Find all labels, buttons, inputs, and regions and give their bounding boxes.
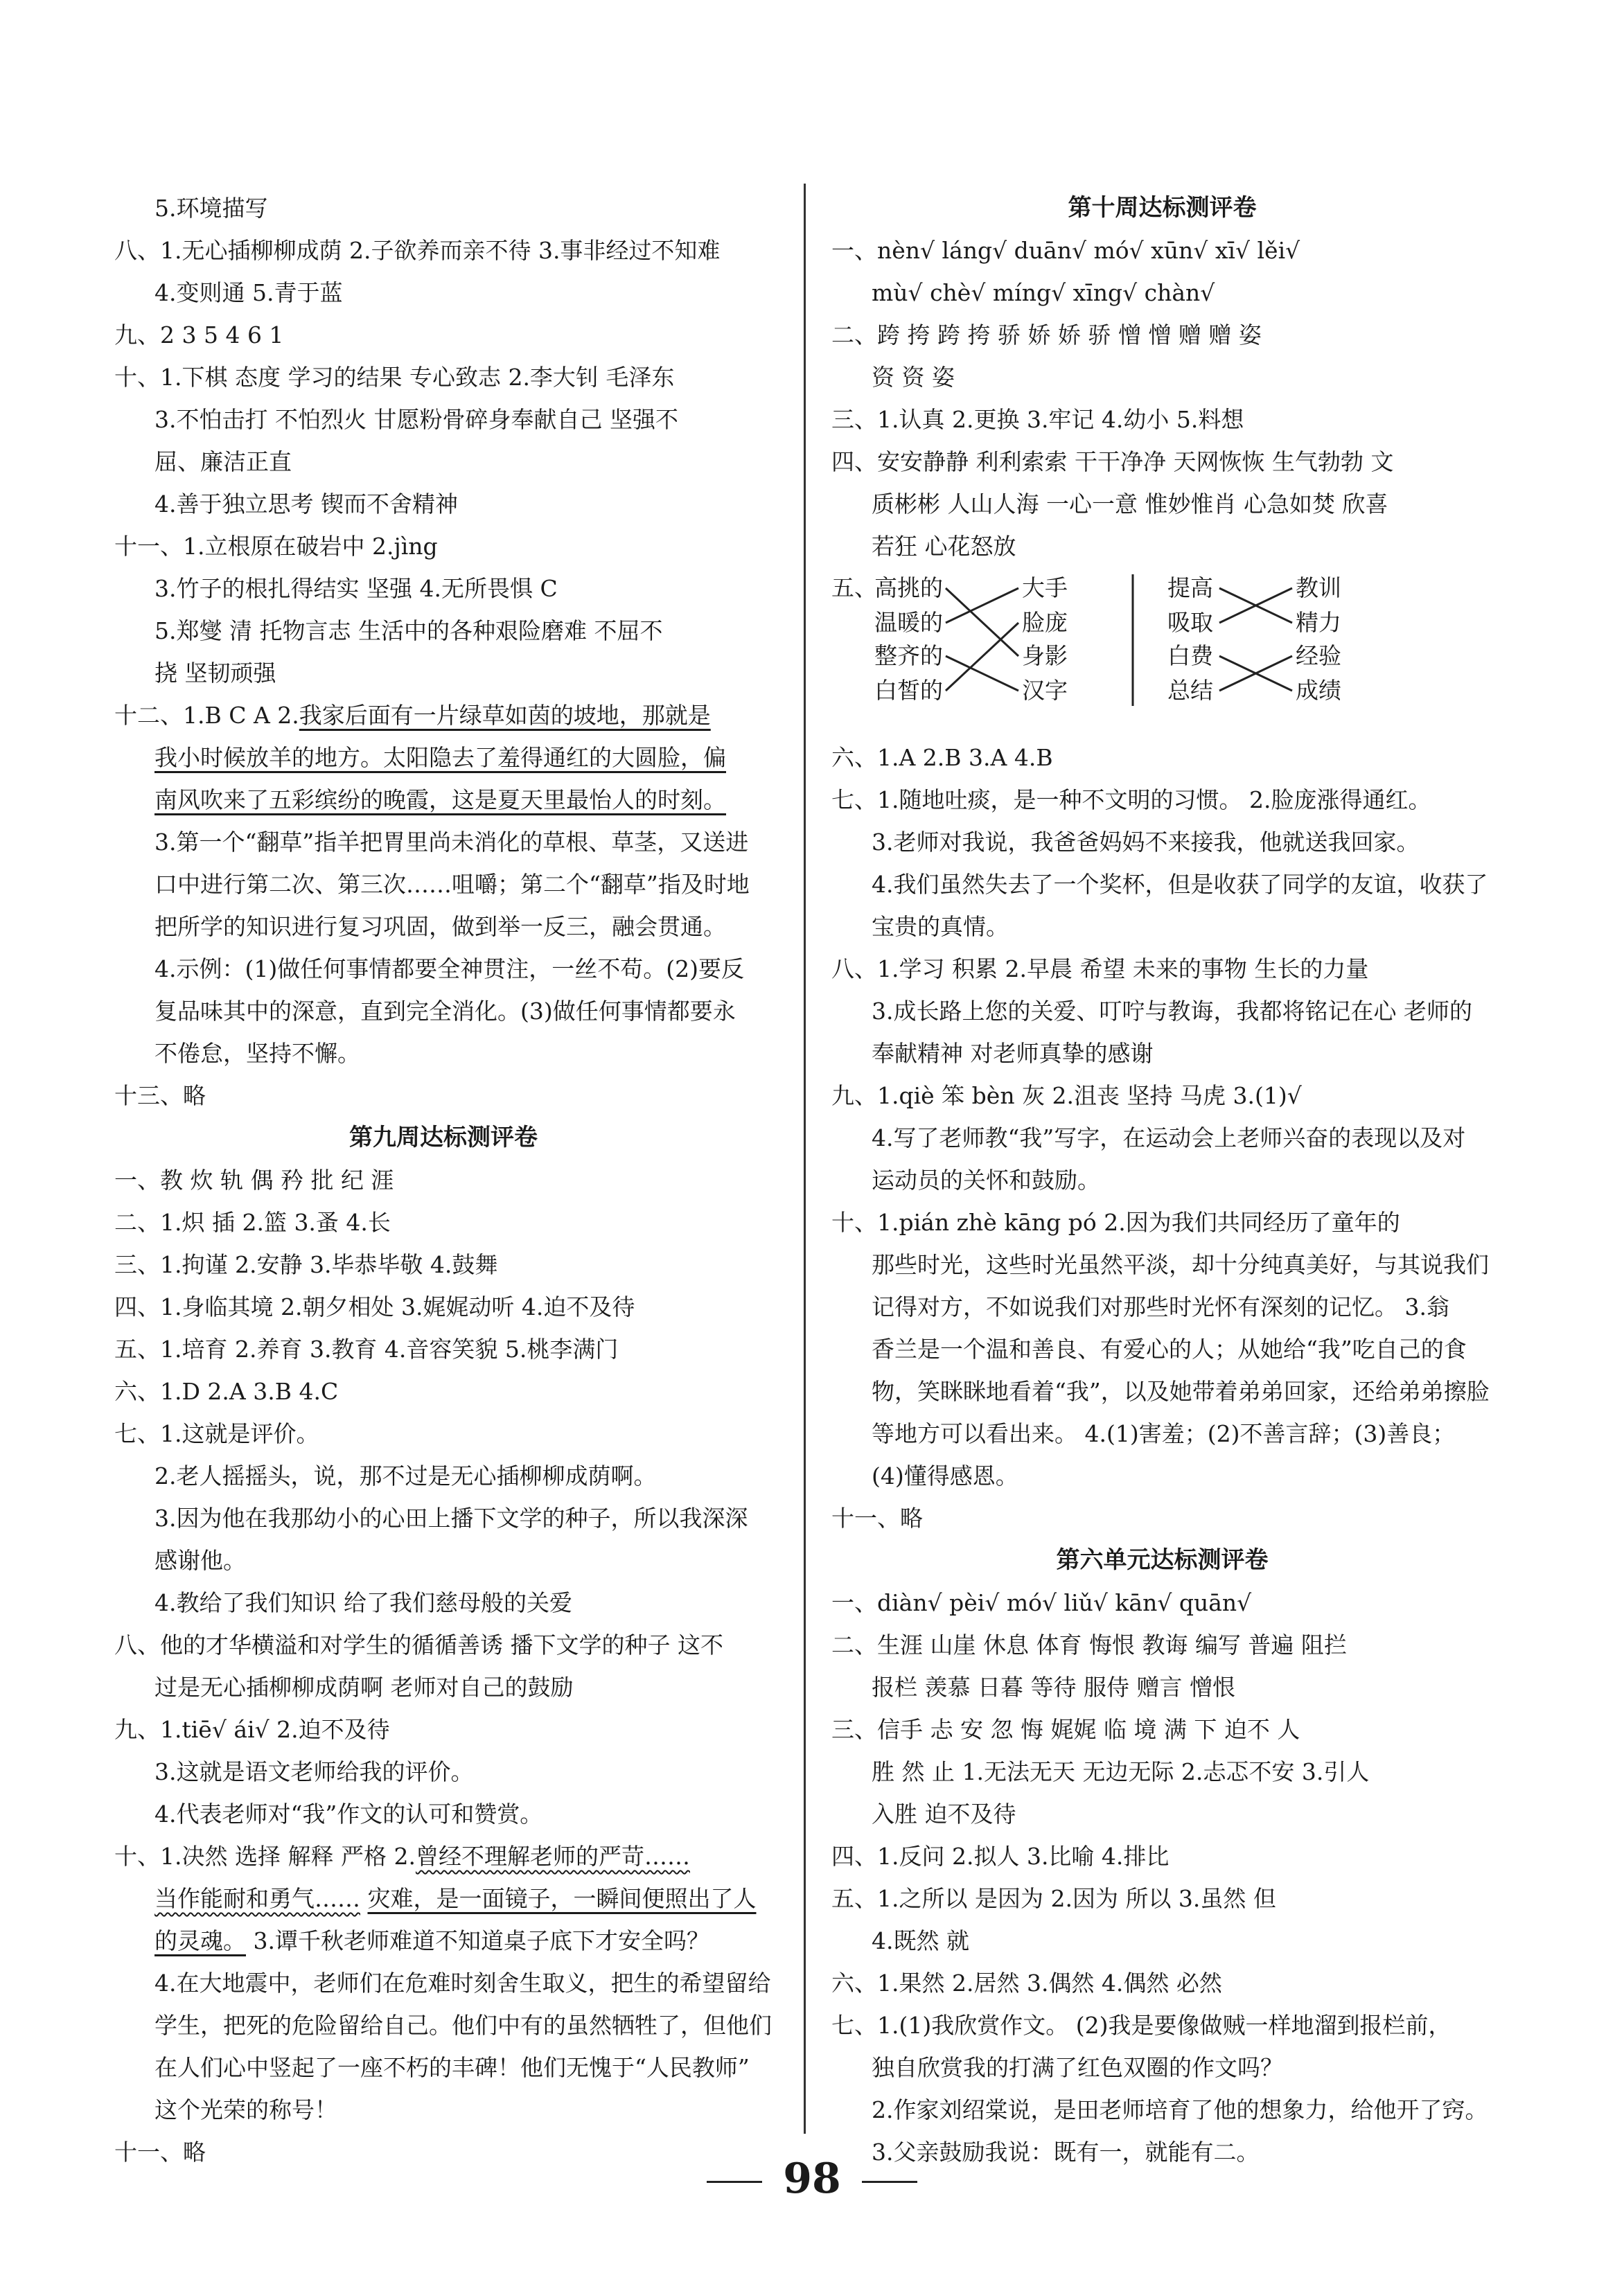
match-word: 大手: [1022, 574, 1068, 601]
answer-text: 十一、略: [114, 2139, 206, 2166]
answer-text: 不倦怠，坚持不懈。: [155, 1040, 360, 1067]
answer-text: 把所学的知识进行复习巩固，做到举一反三，融会贯通。: [155, 913, 726, 940]
answer-text: 八、1.无心插柳柳成荫 2.子欲养而亲不待 3.事非经过不知难: [114, 237, 721, 264]
answer-line: [831, 1920, 1493, 1962]
answer-line: [114, 1708, 773, 1751]
answer-text: 4.在大地震中，老师们在危难时刻舍生取义，把生的希望留给: [155, 1970, 771, 1997]
answer-line: [831, 1497, 1493, 1539]
answer-line: [114, 1624, 773, 1666]
match-word: 整齐的: [874, 642, 943, 669]
answer-text: 二、跨 挎 跨 挎 骄 娇 娇 骄 憎 憎 赠 赠 姿: [831, 321, 1262, 348]
answer-text: 十一、1.立根原在破岩中 2.jìng: [114, 533, 438, 560]
answer-line: [114, 1835, 773, 1877]
answer-text: 十、1.决然 选择 解释 严格 2.: [114, 1843, 416, 1870]
answer-line: [831, 229, 1493, 272]
answer-text: 十一、略: [831, 1505, 923, 1532]
answer-text: 十、1.下棋 态度 学习的结果 专心致志 2.李大钊 毛泽东: [114, 364, 675, 391]
answer-text: 4.示例：(1)做任何事情都要全神贯注，一丝不苟。(2)要反: [155, 955, 744, 982]
answer-text: 口中进行第二次、第三次……咀嚼；第二个“翻草”指及时地: [155, 871, 750, 898]
answer-text: [360, 1885, 368, 1912]
answer-line: [831, 1159, 1493, 1201]
answer-text: 八、他的才华横溢和对学生的循循善诱 播下文学的种子 这不: [114, 1631, 723, 1658]
answer-line: [114, 905, 773, 948]
match-word: 成绩: [1296, 677, 1341, 704]
answer-line: [114, 779, 773, 821]
answer-line: [831, 1455, 1493, 1497]
answer-text: 独自欣赏我的打满了红色双圈的作文吗？: [872, 2054, 1283, 2081]
answer-line: [831, 1582, 1493, 1624]
answer-text: 这个光荣的称号！: [155, 2096, 337, 2123]
match-word: 教训: [1296, 574, 1341, 601]
answer-line: [114, 187, 773, 229]
answer-line: [114, 821, 773, 863]
answer-text: 第六单元达标测评卷: [1056, 1546, 1269, 1574]
answer-line: [831, 1117, 1493, 1159]
answer-line: [831, 2046, 1493, 2089]
answer-line: [831, 1793, 1493, 1835]
answer-line: [114, 1201, 773, 1244]
answer-text: 胜 然 止 1.无法无天 无边无际 2.忐忑不安 3.引人: [872, 1758, 1370, 1785]
answer-text: 若狂 心花怒放: [872, 533, 1016, 560]
answer-text: 二、1.炽 插 2.篮 3.蚤 4.长: [114, 1209, 391, 1236]
answer-text: 物，笑眯眯地看着“我”，以及她带着弟弟回家，还给弟弟擦脸: [872, 1378, 1490, 1405]
answer-line: [831, 1286, 1493, 1328]
answer-text: 3.不怕击打 不怕烈火 甘愿粉骨碎身奉献自己 坚强不: [155, 406, 678, 433]
answer-text: 四、1.身临其境 2.朝夕相处 3.娓娓动听 4.迫不及待: [114, 1293, 635, 1320]
answer-text: 3.老师对我说，我爸爸妈妈不来接我，他就送我回家。: [872, 829, 1420, 856]
answer-text: 3.父亲鼓励我说：既有一，就能有二。: [872, 2139, 1260, 2166]
answer-text: 4.既然 就: [872, 1927, 969, 1954]
answer-line: [831, 398, 1493, 441]
answer-line: [831, 1370, 1493, 1413]
answer-text: 三、信手 忐 安 忽 悔 娓娓 临 境 满 下 迫不 人: [831, 1716, 1300, 1743]
answer-line: [831, 1666, 1493, 1708]
answer-line: [831, 1751, 1493, 1793]
answer-line: [114, 1032, 773, 1074]
section-title: [831, 187, 1493, 229]
answer-text: 第九周达标测评卷: [349, 1124, 538, 1151]
match-line: [946, 623, 1018, 691]
match-line: [946, 588, 1018, 656]
answer-text: 3.竹子的根扎得结实 坚强 4.无所畏惧 C: [155, 575, 558, 602]
answer-line: [114, 1370, 773, 1413]
answer-line: [114, 525, 773, 567]
answer-line: [831, 863, 1493, 905]
answer-line: [831, 821, 1493, 863]
answer-line: [114, 2089, 773, 2131]
match-label: 五、: [831, 574, 877, 601]
answer-text: 三、1.拘谨 2.安静 3.毕恭毕敬 4.鼓舞: [114, 1251, 498, 1278]
answer-line: [114, 356, 773, 398]
answer-text: 4.善于独立思考 锲而不舍精神: [155, 490, 458, 518]
answer-text: 九、2 3 5 4 6 1: [114, 321, 284, 348]
column-divider: [804, 184, 806, 2134]
answer-line: [831, 483, 1493, 525]
answer-line: [114, 1539, 773, 1582]
answer-line: [114, 1497, 773, 1539]
answer-line: [831, 356, 1493, 398]
match-word: 汉字: [1022, 677, 1068, 704]
answer-line: [831, 1201, 1493, 1244]
answer-line: [831, 1328, 1493, 1370]
answer-line: [114, 1244, 773, 1286]
match-word: 白皙的: [874, 677, 943, 704]
answer-text: (4)懂得感恩。: [872, 1462, 1018, 1489]
answer-line: [114, 272, 773, 314]
answer-line: [114, 1962, 773, 2004]
underlined-answer: 当作能耐和勇气……: [155, 1885, 360, 1912]
answer-text: 2.作家刘绍棠说，是田老师培育了他的想象力，给他开了窍。: [872, 2096, 1488, 2123]
answer-line: [831, 1074, 1493, 1117]
answer-line: [831, 1835, 1493, 1877]
answer-text: 二、生涯 山崖 休息 体育 悔恨 教诲 编写 普遍 阻拦: [831, 1631, 1347, 1658]
match-word: 经验: [1296, 642, 1341, 669]
answer-line: [831, 441, 1493, 483]
answer-line: [114, 652, 773, 694]
answer-text: 2.老人摇摇头，说，那不过是无心插柳柳成荫啊。: [155, 1462, 657, 1489]
answer-line: [114, 483, 773, 525]
answer-text: 四、1.反问 2.拟人 3.比喻 4.排比: [831, 1843, 1170, 1870]
answer-text: 5.环境描写: [155, 195, 268, 222]
answer-line: [831, 1032, 1493, 1074]
answer-line: [114, 1286, 773, 1328]
answer-line: [831, 1244, 1493, 1286]
underlined-answer: 曾经不理解老师的严苛……: [415, 1843, 690, 1870]
answer-text: 六、1.果然 2.居然 3.偶然 4.偶然 必然: [831, 1970, 1222, 1997]
answer-text: 记得对方，不如说我们对那些时光怀有深刻的记忆。 3.翁: [872, 1293, 1449, 1320]
answer-text: 4.我们虽然失去了一个奖杯，但是收获了同学的友谊，收获了: [872, 871, 1488, 898]
answer-line: [831, 2089, 1493, 2131]
answer-line: [114, 229, 773, 272]
answer-text: 3.谭千秋老师难道不知道桌子底下才安全吗？: [246, 1927, 709, 1954]
answer-text: 五、1.培育 2.养育 3.教育 4.音容笑貌 5.桃李满门: [114, 1336, 619, 1363]
answer-line: [114, 1074, 773, 1117]
match-word: 温暖的: [874, 609, 943, 636]
answer-text: 屈、廉洁正直: [155, 448, 292, 475]
match-word: 身影: [1022, 642, 1068, 669]
underlined-answer: 的灵魂。: [155, 1927, 246, 1954]
answer-text: 九、1.qiè 笨 bèn 灰 2.沮丧 坚持 马虎 3.(1)√: [831, 1082, 1302, 1109]
answer-text: 六、1.A 2.B 3.A 4.B: [831, 744, 1053, 771]
answer-line: [114, 1793, 773, 1835]
answer-text: 质彬彬 人山人海 一心一意 惟妙惟肖 心急如焚 欣喜: [872, 490, 1388, 518]
answer-text: 三、1.认真 2.更换 3.牢记 4.幼小 5.料想: [831, 406, 1244, 433]
answer-text: 学生，把死的危险留给自己。他们中有的虽然牺牲了，但他们: [155, 2012, 772, 2039]
answer-text: 挠 坚韧顽强: [155, 660, 276, 687]
answer-text: 奉献精神 对老师真挚的感谢: [872, 1040, 1154, 1067]
answer-text: 5.郑燮 清 托物言志 生活中的各种艰险磨难 不屈不: [155, 617, 663, 644]
answer-text: 4.写了老师教“我”写字，在运动会上老师兴奋的表现以及对: [872, 1124, 1466, 1151]
answer-text: 4.变则通 5.青于蓝: [155, 279, 343, 306]
answer-line: [831, 1624, 1493, 1666]
answer-line: [831, 736, 1493, 779]
answer-text: 九、1.tiē√ ái√ 2.迫不及待: [114, 1716, 390, 1743]
answer-text: 七、1.这就是评价。: [114, 1420, 319, 1447]
answer-line: [114, 736, 773, 779]
match-word: 白费: [1167, 642, 1213, 669]
answer-line: [831, 1413, 1493, 1455]
answer-text: 七、1.(1)我欣赏作文。 (2)我是要像做贼一样地溜到报栏前，: [831, 2012, 1451, 2039]
answer-line: [114, 1877, 773, 1920]
answer-text: 香兰是一个温和善良、有爱心的人；从她给“我”吃自己的食: [872, 1336, 1467, 1363]
answer-line: [831, 905, 1493, 948]
answer-line: [831, 272, 1493, 314]
answer-text: 3.第一个“翻草”指羊把胃里尚未消化的草根、草茎，又送进: [155, 829, 749, 856]
match-word: 提高: [1167, 574, 1213, 601]
answer-line: [114, 1159, 773, 1201]
answer-text: 等地方可以看出来。 4.(1)害羞；(2)不善言辞；(3)善良；: [872, 1420, 1456, 1447]
answer-text: 3.这就是语文老师给我的评价。: [155, 1758, 474, 1785]
match-word: 吸取: [1167, 609, 1213, 636]
answer-text: 五、1.之所以 是因为 2.因为 所以 3.虽然 但: [831, 1885, 1276, 1912]
section-title: [114, 1117, 773, 1159]
match-word: 总结: [1167, 677, 1213, 704]
match-word: 高挑的: [874, 574, 943, 601]
answer-line: [114, 1455, 773, 1497]
answer-line: [114, 2004, 773, 2046]
answer-line: [114, 863, 773, 905]
answer-text: 七、1.随地吐痰，是一种不文明的习惯。 2.脸庞涨得通红。: [831, 786, 1431, 813]
match-line: [946, 588, 1018, 623]
answer-line: [114, 2046, 773, 2089]
answer-line: [114, 948, 773, 990]
answer-text: 在人们心中竖起了一座不朽的丰碑！他们无愧于“人民教师”: [155, 2054, 750, 2081]
answer-text: 4.代表老师对“我”作文的认可和赞赏。: [155, 1801, 543, 1828]
answer-text: 那些时光，这些时光虽然平淡，却十分纯真美好，与其说我们: [872, 1251, 1489, 1278]
answer-text: 十三、略: [114, 1082, 206, 1109]
answer-text: 一、nèn√ láng√ duān√ mó√ xūn√ xī√ lěi√: [831, 237, 1300, 264]
answer-text: 一、diàn√ pèi√ mó√ liǔ√ kān√ quān√: [831, 1589, 1252, 1616]
match-word: 脸庞: [1022, 609, 1068, 636]
answer-text: 入胜 迫不及待: [872, 1801, 1016, 1828]
answer-line: [831, 2004, 1493, 2046]
answer-text: 3.因为他在我那幼小的心田上播下文学的种子，所以我深深: [155, 1505, 748, 1532]
answer-text: 十二、1.B C A 2.: [114, 702, 299, 729]
answer-line: [114, 1328, 773, 1370]
section-title: [831, 1539, 1493, 1582]
left-column: [114, 187, 773, 2173]
answer-line: [831, 779, 1493, 821]
answer-line: [114, 610, 773, 652]
match-word: 精力: [1296, 609, 1341, 636]
right-column: [831, 187, 1493, 2173]
page-number-text: 98: [783, 2155, 841, 2203]
answer-line: [114, 1413, 773, 1455]
answer-line: [114, 441, 773, 483]
answer-text: 十、1.pián zhè kāng pó 2.因为我们共同经历了童年的: [831, 1209, 1400, 1236]
answer-text: 报栏 羡慕 日暮 等待 服侍 赠言 憎恨: [872, 1674, 1235, 1701]
underlined-answer: 南风吹来了五彩缤纷的晚霞，这是夏天里最怡人的时刻。: [155, 786, 726, 813]
answer-text: mù√ chè√ míng√ xīng√ chàn√: [872, 279, 1215, 306]
answer-text: 六、1.D 2.A 3.B 4.C: [114, 1378, 339, 1405]
answer-text: 四、安安静静 利利索索 干干净净 天网恢恢 生气勃勃 文: [831, 448, 1394, 475]
answer-line: [114, 567, 773, 610]
answer-text: 第十周达标测评卷: [1068, 194, 1257, 222]
answer-line: [831, 525, 1493, 567]
answer-line: [114, 1920, 773, 1962]
answer-line: [114, 1582, 773, 1624]
right-top-block: [831, 187, 1493, 567]
answer-text: 八、1.学习 积累 2.早晨 希望 未来的事物 生长的力量: [831, 955, 1369, 982]
answer-line: [831, 1962, 1493, 2004]
answer-text: 感谢他。: [155, 1547, 246, 1574]
answer-text: 4.教给了我们知识 给了我们慈母般的关爱: [155, 1589, 572, 1616]
answer-line: [114, 1666, 773, 1708]
answer-line: [831, 1877, 1493, 1920]
right-bottom-block: [831, 736, 1493, 2173]
answer-line: [114, 990, 773, 1032]
answer-line: [831, 314, 1493, 356]
answer-line: [114, 314, 773, 356]
matching-exercise: [831, 567, 1493, 736]
answer-text: 宝贵的真情。: [872, 913, 1009, 940]
answer-line: [114, 694, 773, 736]
page-number: [0, 2155, 1624, 2203]
answer-line: [831, 948, 1493, 990]
underlined-answer: 灾难，是一面镜子，一瞬间便照出了人: [367, 1885, 757, 1912]
underlined-answer: 我家后面有一片绿草如茵的坡地，那就是: [299, 702, 711, 729]
answer-text: 资 资 姿: [872, 364, 955, 391]
answer-text: 一、教 炊 轨 偶 矜 批 纪 涯: [114, 1167, 394, 1194]
answer-text: 过是无心插柳柳成荫啊 老师对自己的鼓励: [155, 1674, 574, 1701]
underlined-answer: 我小时候放羊的地方。太阳隐去了羞得通红的大圆脸，偏: [155, 744, 726, 771]
answer-text: 复品味其中的深意，直到完全消化。(3)做任何事情都要永: [155, 998, 736, 1025]
answer-text: 运动员的关怀和鼓励。: [872, 1167, 1100, 1194]
answer-line: [114, 398, 773, 441]
answer-line: [831, 990, 1493, 1032]
answer-text: 3.成长路上您的关爱、叮咛与教诲，我都将铭记在心 老师的: [872, 998, 1472, 1025]
match-line: [946, 656, 1018, 691]
answer-line: [831, 1708, 1493, 1751]
answer-line: [114, 1751, 773, 1793]
